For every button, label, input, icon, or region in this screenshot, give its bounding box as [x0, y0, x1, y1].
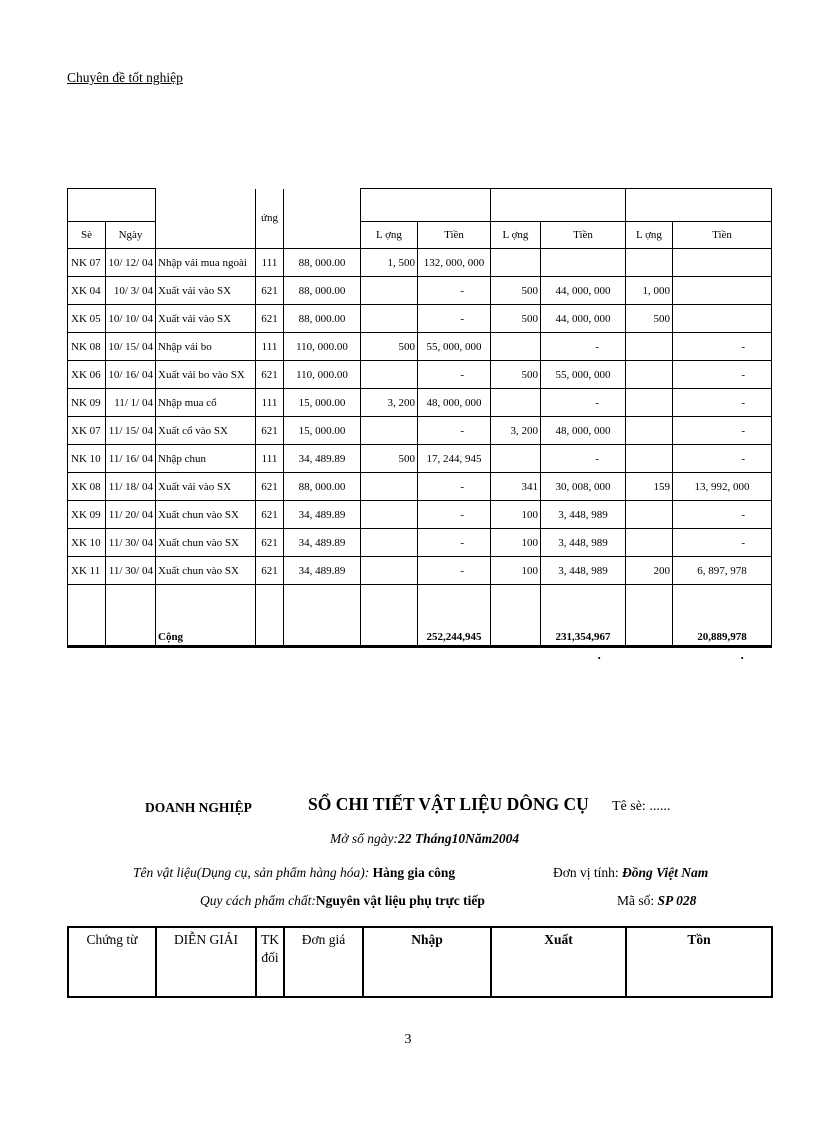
cell-ngay: 11/ 1/ 04: [106, 389, 156, 417]
cell-xuat-luong: 3, 200: [491, 417, 541, 445]
cell-nhap-luong: [361, 277, 418, 305]
cell-ton-luong: [626, 249, 673, 277]
cell-nhap-tien: -: [418, 305, 491, 333]
cell-tk-account: 621: [256, 557, 284, 585]
header-xuat-group: [491, 189, 626, 222]
table-row: [68, 361, 772, 389]
cell-xuat-tien: 30, 008, 000: [541, 473, 626, 501]
open-date-line: [330, 831, 519, 847]
cell-nhap-tien: -: [418, 501, 491, 529]
material-name-value: Hàng gia công: [372, 865, 456, 880]
cell-xuat-luong: 100: [491, 557, 541, 585]
table-row: [68, 501, 772, 529]
cell-nhap-tien: -: [418, 417, 491, 445]
spec-label: Quy cách phẩm chất:: [200, 893, 316, 908]
stray-dot-ton: ·: [740, 650, 745, 665]
cell-xuat-tien: -: [541, 333, 626, 361]
cell-description: Xuất vải bo vào SX: [156, 361, 256, 389]
cell-ton-tien: -: [673, 389, 772, 417]
cell-xuat-luong: 100: [491, 501, 541, 529]
next-col-ton: Tồn: [626, 927, 772, 997]
cell-so: XK 05: [68, 305, 106, 333]
cell-nhap-tien: 55, 000, 000: [418, 333, 491, 361]
next-col-tkdoi: [256, 927, 284, 997]
cell-xuat-luong: [491, 585, 541, 647]
cell-nhap-tien: -: [418, 277, 491, 305]
total-label: Cộng: [156, 585, 256, 647]
cell-unit-price: 88, 000.00: [284, 305, 361, 333]
cell-ngay: 11/ 15/ 04: [106, 417, 156, 445]
cell-so: XK 08: [68, 473, 106, 501]
cell-description: Nhập chun: [156, 445, 256, 473]
col-ton-tien-header: Tiền: [673, 222, 772, 249]
header-desc-spacer: [156, 189, 256, 249]
code-value: SP 028: [657, 893, 697, 908]
total-ton-tien: 20,889,978: [673, 585, 772, 647]
cell-nhap-luong: [361, 361, 418, 389]
col-xuat-luong-header: L ợng: [491, 222, 541, 249]
cell-xuat-luong: [491, 249, 541, 277]
col-xuat-tien-header: Tiền: [541, 222, 626, 249]
cell-description: Xuất chun vào SX: [156, 557, 256, 585]
cell-xuat-tien: 3, 448, 989: [541, 557, 626, 585]
code-line: [617, 893, 696, 909]
cell-unit-price: 110, 000.00: [284, 333, 361, 361]
next-col-xuat: Xuất: [491, 927, 626, 997]
sheet-number-label: Tê sè: ......: [612, 799, 671, 814]
cell-tk-account: 111: [256, 445, 284, 473]
cell-tk-account: 621: [256, 473, 284, 501]
cell-unit-price: 88, 000.00: [284, 249, 361, 277]
header-ton-group: [626, 189, 772, 222]
cell-nhap-luong: 1, 500: [361, 249, 418, 277]
open-date-value: 22 Tháng10Năm2004: [397, 831, 520, 846]
cell-ton-luong: [626, 361, 673, 389]
cell-xuat-luong: 100: [491, 529, 541, 557]
header-dongia-spacer: [284, 189, 361, 249]
cell-ton-tien: -: [673, 417, 772, 445]
cell-unit-price: 34, 489.89: [284, 501, 361, 529]
cell-ton-tien: -: [673, 361, 772, 389]
cell-description: Nhập vải bo: [156, 333, 256, 361]
cell-ton-luong: [626, 529, 673, 557]
cell-description: Nhập vải mua ngoài: [156, 249, 256, 277]
report-topic-heading: Chuyên đề tốt nghiệp: [67, 70, 183, 85]
next-header-row: [68, 927, 772, 997]
ledger-table: [67, 188, 772, 648]
cell-xuat-luong: [491, 389, 541, 417]
cell-nhap-luong: 3, 200: [361, 389, 418, 417]
cell-nhap-tien: -: [418, 473, 491, 501]
table-row: [68, 333, 772, 361]
cell-nhap-tien: -: [418, 361, 491, 389]
table-row: [68, 305, 772, 333]
cell-description: Xuất vải vào SX: [156, 277, 256, 305]
cell-unit-price: 34, 489.89: [284, 445, 361, 473]
cell-so: XK 07: [68, 417, 106, 445]
cell-ton-tien: -: [673, 529, 772, 557]
unit-label: Đơn vị tính:: [553, 865, 619, 880]
tk-line2: đối: [261, 950, 279, 966]
cell-ngay: 10/ 16/ 04: [106, 361, 156, 389]
col-nhap-luong-header: L ợng: [361, 222, 418, 249]
cell-tk-account: 111: [256, 249, 284, 277]
page-number: 3: [404, 1032, 412, 1047]
cell-xuat-tien: 3, 448, 989: [541, 501, 626, 529]
spec-line: [200, 893, 485, 909]
cell-ton-tien: -: [673, 445, 772, 473]
cell-so: [68, 585, 106, 647]
cell-ton-luong: 1, 000: [626, 277, 673, 305]
cell-nhap-tien: 132, 000, 000: [418, 249, 491, 277]
cell-ngay: 10/ 15/ 04: [106, 333, 156, 361]
table-row: [68, 277, 772, 305]
cell-ngay: 11/ 30/ 04: [106, 529, 156, 557]
next-col-nhap: Nhập: [363, 927, 491, 997]
spec-value: Nguyên vật liệu phụ trực tiếp: [315, 893, 485, 908]
cell-ton-tien: [673, 305, 772, 333]
cell-nhap-tien: 48, 000, 000: [418, 389, 491, 417]
cell-so: NK 08: [68, 333, 106, 361]
unit-value: Đồng Việt Nam: [622, 865, 709, 880]
cell-ton-tien: [673, 249, 772, 277]
col-ngay-header: Ngày: [106, 222, 156, 249]
cell-description: Nhập mua cổ: [156, 389, 256, 417]
cell-ngay: 11/ 30/ 04: [106, 557, 156, 585]
cell-xuat-tien: [541, 249, 626, 277]
cell-so: XK 11: [68, 557, 106, 585]
cell-ton-tien: -: [673, 333, 772, 361]
cell-xuat-tien: 44, 000, 000: [541, 305, 626, 333]
cell-xuat-luong: 500: [491, 305, 541, 333]
ledger-book-title: SỔ CHI TIẾT VẬT LIỆU DÔNG CỤ: [308, 794, 589, 814]
total-xuat-tien: 231,354,967: [541, 585, 626, 647]
cell-ngay: 11/ 18/ 04: [106, 473, 156, 501]
cell-so: XK 10: [68, 529, 106, 557]
company-label: DOANH NGHIỆP: [145, 800, 252, 815]
cell-ton-luong: [626, 501, 673, 529]
header-chungtu-box: [68, 189, 156, 222]
header-tk-ung: ứng: [256, 189, 284, 249]
cell-so: NK 10: [68, 445, 106, 473]
cell-so: NK 09: [68, 389, 106, 417]
table-row: [68, 445, 772, 473]
cell-nhap-luong: [361, 305, 418, 333]
cell-unit-price: 34, 489.89: [284, 557, 361, 585]
next-col-chungtu: Chứng từ: [68, 927, 156, 997]
cell-unit-price: 15, 000.00: [284, 389, 361, 417]
table-row: [68, 557, 772, 585]
cell-description: Xuất cổ vào SX: [156, 417, 256, 445]
cell-xuat-luong: 500: [491, 361, 541, 389]
next-col-dongia: Đơn giá: [284, 927, 363, 997]
cell-description: Xuất chun vào SX: [156, 529, 256, 557]
cell-ton-tien: [673, 277, 772, 305]
tk-line1: TK: [261, 932, 279, 947]
cell-xuat-tien: 55, 000, 000: [541, 361, 626, 389]
cell-ngay: 11/ 20/ 04: [106, 501, 156, 529]
cell-xuat-tien: 48, 000, 000: [541, 417, 626, 445]
cell-tk-account: 621: [256, 305, 284, 333]
cell-nhap-luong: [361, 557, 418, 585]
cell-ton-luong: [626, 417, 673, 445]
col-nhap-tien-header: Tiền: [418, 222, 491, 249]
cell-nhap-luong: [361, 473, 418, 501]
table-row: [68, 249, 772, 277]
cell-nhap-luong: [361, 501, 418, 529]
cell-dongia: [284, 585, 361, 647]
cell-xuat-tien: 44, 000, 000: [541, 277, 626, 305]
cell-ton-luong: 159: [626, 473, 673, 501]
table-row: [68, 417, 772, 445]
cell-nhap-luong: 500: [361, 333, 418, 361]
cell-ngay: 10/ 12/ 04: [106, 249, 156, 277]
table-row: [68, 473, 772, 501]
cell-nhap-tien: 17, 244, 945: [418, 445, 491, 473]
ledger-body: [68, 189, 772, 647]
cell-nhap-luong: 500: [361, 445, 418, 473]
open-date-label: Mở sổ ngày:: [330, 831, 398, 846]
cell-xuat-tien: -: [541, 389, 626, 417]
cell-ton-luong: 200: [626, 557, 673, 585]
cell-tk-account: 111: [256, 333, 284, 361]
next-col-diengiai: DIỄN GIẢI: [156, 927, 256, 997]
cell-ton-luong: [626, 445, 673, 473]
cell-description: Xuất vải vào SX: [156, 305, 256, 333]
cell-xuat-tien: -: [541, 445, 626, 473]
col-ton-luong-header: L ợng: [626, 222, 673, 249]
cell-ton-tien: 13, 992, 000: [673, 473, 772, 501]
cell-tk-account: 621: [256, 501, 284, 529]
cell-ton-luong: [626, 389, 673, 417]
cell-unit-price: 88, 000.00: [284, 473, 361, 501]
cell-nhap-luong: [361, 529, 418, 557]
cell-tk-account: 111: [256, 389, 284, 417]
cell-xuat-luong: [491, 333, 541, 361]
cell-so: NK 07: [68, 249, 106, 277]
cell-xuat-luong: [491, 445, 541, 473]
cell-ngay: 10/ 10/ 04: [106, 305, 156, 333]
material-name-line: [133, 865, 455, 881]
cell-nhap-tien: -: [418, 557, 491, 585]
total-nhap-tien: 252,244,945: [418, 585, 491, 647]
cell-nhap-luong: [361, 585, 418, 647]
table-row: [68, 529, 772, 557]
stray-dot-xuat: ·: [597, 650, 602, 665]
cell-tk-account: 621: [256, 417, 284, 445]
total-row: [68, 585, 772, 647]
cell-nhap-luong: [361, 417, 418, 445]
cell-xuat-luong: 500: [491, 277, 541, 305]
cell-ton-tien: -: [673, 501, 772, 529]
cell-ton-luong: 500: [626, 305, 673, 333]
cell-xuat-tien: 3, 448, 989: [541, 529, 626, 557]
header-nhap-group: [361, 189, 491, 222]
material-name-label: Tên vật liệu(Dụng cụ, sản phẩm hàng hóa):: [133, 865, 370, 880]
cell-description: Xuất chun vào SX: [156, 501, 256, 529]
cell-unit-price: 88, 000.00: [284, 277, 361, 305]
next-ledger-table-header: [67, 926, 773, 998]
cell-nhap-tien: -: [418, 529, 491, 557]
ledger-header-row-1: [68, 189, 772, 222]
col-so-header: Sè: [68, 222, 106, 249]
cell-so: XK 09: [68, 501, 106, 529]
cell-ton-luong: [626, 585, 673, 647]
table-row: [68, 389, 772, 417]
cell-ton-luong: [626, 333, 673, 361]
cell-tk-account: 621: [256, 361, 284, 389]
cell-tk-account: 621: [256, 277, 284, 305]
cell-ngay: 10/ 3/ 04: [106, 277, 156, 305]
cell-ngay: 11/ 16/ 04: [106, 445, 156, 473]
cell-xuat-luong: 341: [491, 473, 541, 501]
cell-so: XK 04: [68, 277, 106, 305]
cell-ton-tien: 6, 897, 978: [673, 557, 772, 585]
cell-unit-price: 15, 000.00: [284, 417, 361, 445]
cell-tk-account: 621: [256, 529, 284, 557]
cell-unit-price: 34, 489.89: [284, 529, 361, 557]
cell-description: Xuất vải vào SX: [156, 473, 256, 501]
code-label: Mã số:: [617, 893, 655, 908]
cell-ngay: [106, 585, 156, 647]
cell-tk: [256, 585, 284, 647]
unit-line: [553, 865, 708, 881]
cell-unit-price: 110, 000.00: [284, 361, 361, 389]
cell-so: XK 06: [68, 361, 106, 389]
